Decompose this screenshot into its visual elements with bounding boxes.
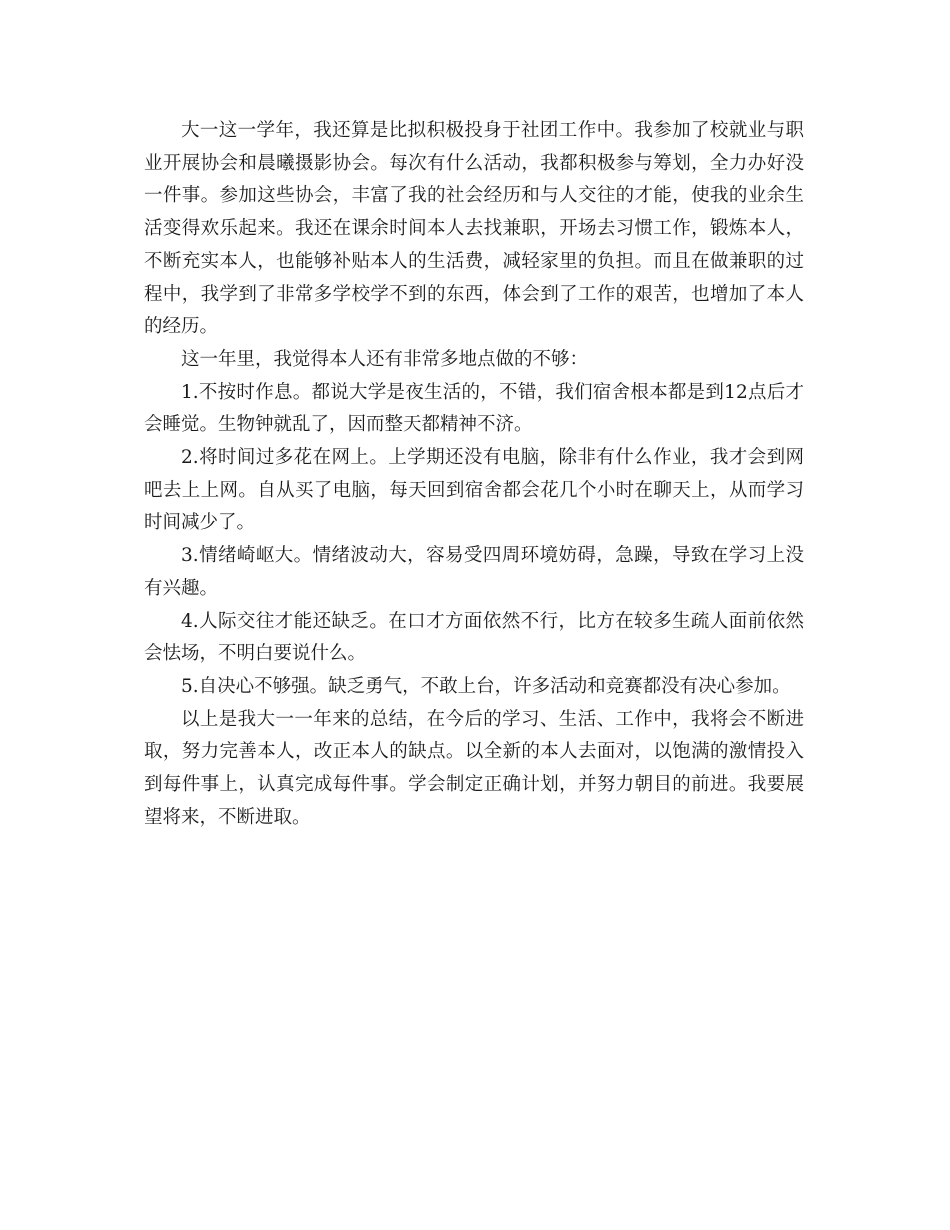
paragraph-intro: 大一这一学年，我还算是比拟积极投身于社团工作中。我参加了校就业与职业开展协会和晨曦摄影协会。每次有什么活动，我都积极参与筹划，全力办好没一件事。参加这些协会，丰富了我的社会经历和与人交往的才能，使我的业余生活变得欢乐起来。我还在课余时间本人去找兼职，开场去习惯工作，锻炼本人，不断充实本人，也能够补贴本人的生活费，减轻家里的负担。而且在做兼职的过程中，我学到了非常多学校学不到的东西，体会到了工作的艰苦，也增加了本人的经历。 xyxy=(144,120,804,338)
paragraph-item-3: 3.情绪崎岖大。情绪波动大，容易受四周环境妨碍，急躁，导致在学习上没有兴趣。 xyxy=(144,545,804,599)
document-body xyxy=(144,115,804,834)
paragraph-item-1: 1.不按时作息。都说大学是夜生活的，不错，我们宿舍根本都是到12点后才会睡觉。生物钟就乱了，因而整天都精神不济。 xyxy=(144,381,804,436)
paragraph-item-4: 4.人际交往才能还缺乏。在口才方面依然不行，比方在较多生疏人面前依然会怯场，不明白要说什么。 xyxy=(144,610,804,665)
paragraph-item-5: 5.自决心不够强。缺乏勇气，不敢上台，许多活动和竞赛都没有决心参加。 xyxy=(181,675,791,697)
paragraph-shortcomings-lead: 这一年里，我觉得本人还有非常多地点做的不够： xyxy=(181,348,589,370)
paragraph-conclusion: 以上是我大一一年来的总结，在今后的学习、生活、工作中，我将会不断进取，努力完善本人，改正本人的缺点。以全新的本人去面对，以饱满的激情投入到每件事上，认真完成每件事。学会制定正确计划，并努力朝目的前进。我要展望将来，不断进取。 xyxy=(144,708,804,828)
paragraph-item-2: 2.将时间过多花在网上。上学期还没有电脑，除非有什么作业，我才会到网吧去上上网。自从买了电脑，每天回到宿舍都会花几个小时在聊天上，从而学习时间减少了。 xyxy=(144,447,804,534)
